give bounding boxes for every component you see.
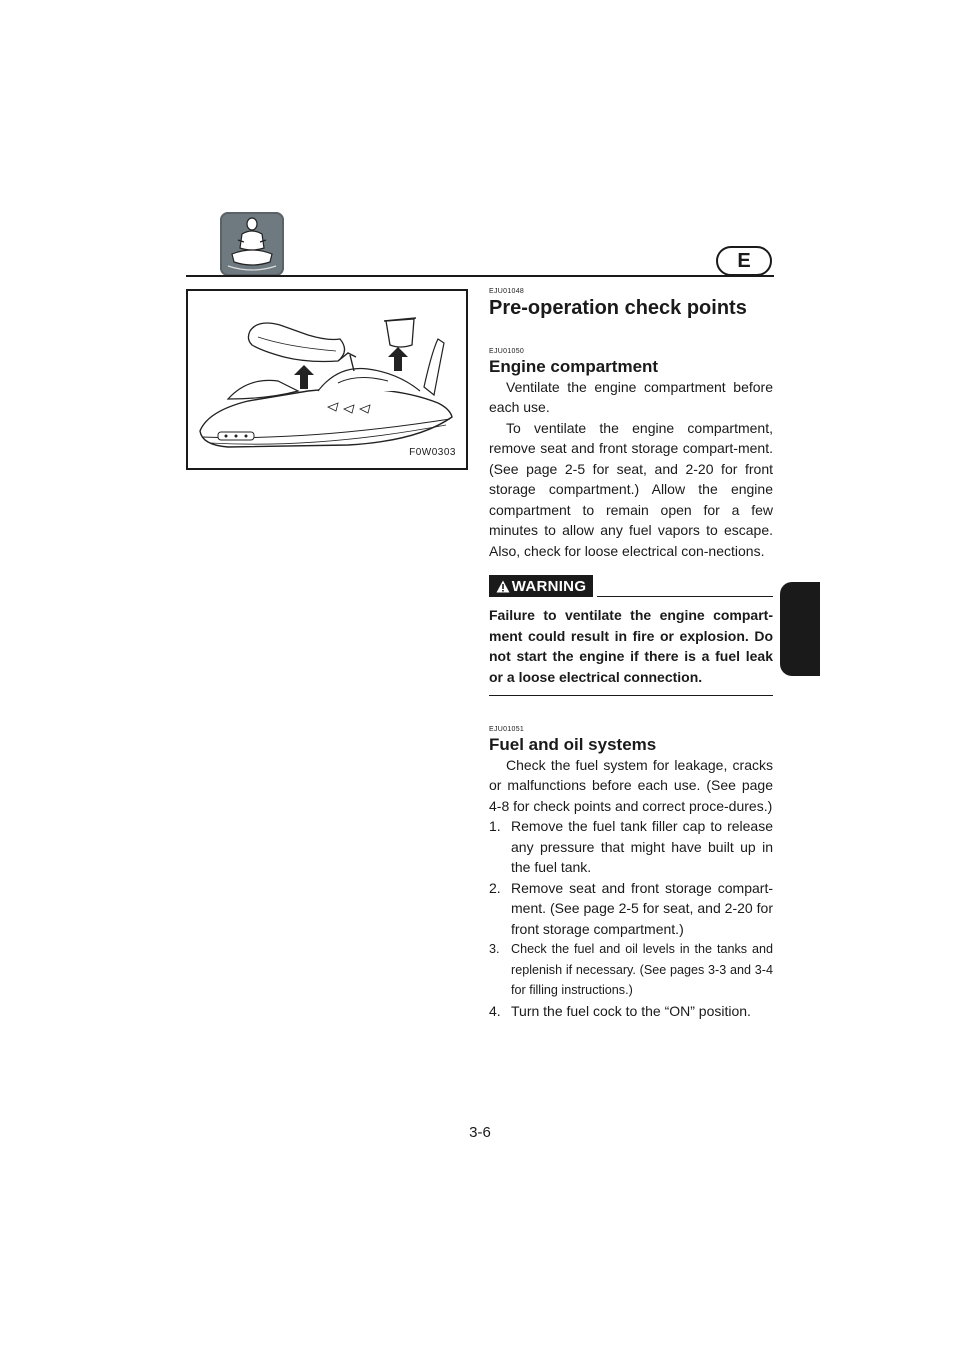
watercraft-seat-removal-illustration xyxy=(188,291,466,468)
list-item-number: 3. xyxy=(489,942,500,957)
header-rule xyxy=(186,275,774,277)
fuel-heading: Fuel and oil systems xyxy=(489,735,657,755)
warning-label-text: WARNING xyxy=(511,577,587,595)
list-item-text: Check the fuel and oil levels in the tanks and replenish if necessary. (See pages 3-3 and 3-4 for filling instructions.) xyxy=(511,942,773,998)
engine-code: EJU01050 xyxy=(489,348,525,355)
warning-triangle-icon xyxy=(496,580,510,593)
list-item-number: 2. xyxy=(489,879,501,896)
warning-rule-top xyxy=(597,596,773,597)
list-item-text: Remove seat and front storage compart-ment. (See page 2-5 for seat, and 2-20 for front storage compartment.) xyxy=(511,879,773,937)
list-item xyxy=(489,1001,773,1022)
fuel-paragraph-1: Check the fuel system for leakage, cracks or malfunctions before each use. (See page 4-8 for check points and correct proce-dures.) xyxy=(489,756,773,814)
list-item xyxy=(489,878,773,940)
section-code: EJU01048 xyxy=(489,288,525,295)
list-item-text: Turn the fuel cock to the “ON” position. xyxy=(511,1002,751,1019)
illustration-frame xyxy=(186,289,468,470)
watercraft-rider-icon xyxy=(220,212,284,276)
warning-text: Failure to ventilate the engine compart-ment could result in fire or explosion. Do not start the engine if there is a fuel leak or a loose electrical connection. xyxy=(489,607,773,685)
fuel-steps-list xyxy=(489,816,773,1021)
engine-heading: Engine compartment xyxy=(489,357,659,376)
language-badge: E xyxy=(716,246,772,276)
list-item xyxy=(489,939,773,1001)
section-title: Pre-operation check points xyxy=(489,297,747,319)
chapter-icon xyxy=(220,212,284,276)
list-item-number: 1. xyxy=(489,818,501,835)
engine-paragraph-1: Ventilate the engine compartment before each use. xyxy=(489,378,773,416)
list-item xyxy=(489,816,773,878)
chapter-tab xyxy=(780,582,820,676)
figure-code: F0W0303 xyxy=(409,447,456,458)
list-item-text: Remove the fuel tank filler cap to release any pressure that might have built up in the fuel tank. xyxy=(511,818,773,876)
page-number: 3-6 xyxy=(469,1124,491,1141)
warning-label xyxy=(489,575,593,597)
engine-paragraph-2: To ventilate the engine compartment, remove seat and front storage compart-ment. (See page 2-5 for seat, and 2-20 for front storage compartment.) Allow the engine compartment to remain open for a few minutes to allow any fuel vapors to escape. Also, check for loose electrical con-nections. xyxy=(489,419,773,559)
list-item-number: 4. xyxy=(489,1002,501,1019)
content-column xyxy=(489,288,773,1021)
warning-header xyxy=(489,575,773,599)
fuel-code: EJU01051 xyxy=(489,726,525,734)
